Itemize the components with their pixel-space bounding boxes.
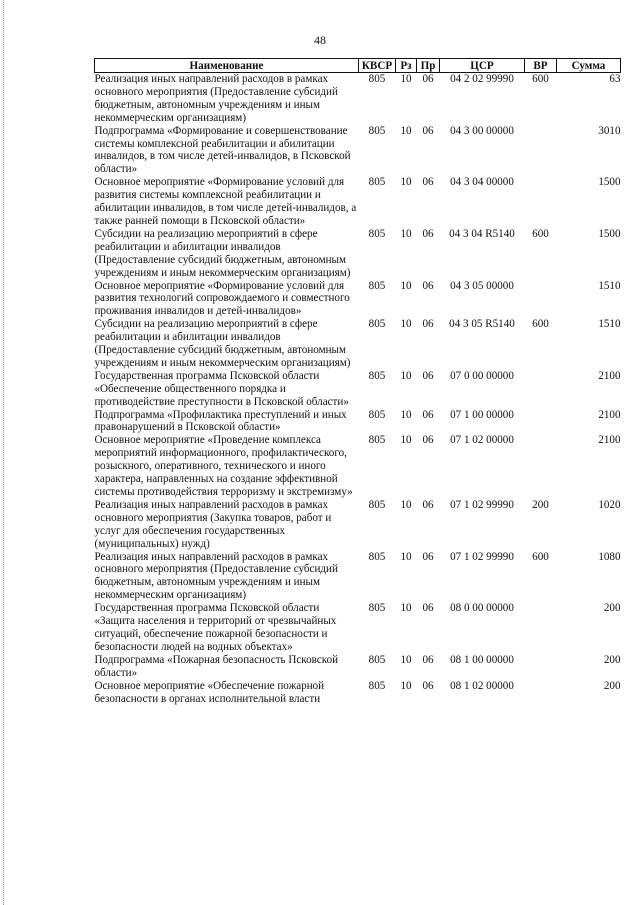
cell-pr: 06 — [422, 550, 434, 563]
cell-sum: 63 — [609, 73, 621, 85]
cell-csr: 08 1 00 00000 — [450, 653, 514, 666]
cell-name: Основное мероприятие «Формирование условий для развития системы комплексной реабилитации и абилитации инвалидов, в том числе детей-инвалидов, а также ранней помощи в Псковской области» — [94, 176, 357, 227]
header-rz: Рз — [396, 59, 417, 73]
cell-vr: 600 — [532, 227, 549, 240]
page-number: 48 — [314, 33, 326, 47]
table-row — [95, 499, 621, 551]
cell-kvsr: 805 — [368, 176, 386, 189]
cell-vr: 600 — [532, 318, 549, 331]
cell-vr: 200 — [532, 498, 549, 511]
table-row — [95, 409, 621, 435]
cell-name: Реализация иных направлений расходов в рамках основного мероприятия (Закупка товаров, работ и услуг для обеспечения государственных (муниципальных) нужд) — [94, 498, 332, 550]
cell-csr: 07 1 02 99990 — [450, 550, 514, 563]
table-row — [95, 176, 621, 228]
table-row — [95, 280, 621, 319]
cell-kvsr: 805 — [368, 602, 386, 615]
cell-vr — [525, 370, 557, 409]
table-row — [95, 602, 621, 654]
cell-kvsr: 805 — [368, 73, 386, 85]
cell-name: Государственная программа Псковской области «Защита населения и территорий от чрезвычайных ситуаций, обеспечение пожарной безопасности и безопасности людей на водных объектах» — [94, 602, 337, 653]
cell-pr: 06 — [422, 434, 434, 447]
table-row — [95, 125, 621, 177]
cell-name: Основное мероприятие «Формирование условий для развития технологий сопровождаемого и совместного проживания инвалидов и детей-инвалидов» — [94, 279, 350, 318]
cell-kvsr: 805 — [368, 434, 386, 447]
cell-csr: 08 0 00 00000 — [450, 602, 514, 615]
cell-csr: 07 1 00 00000 — [450, 408, 514, 421]
cell-pr: 06 — [422, 124, 434, 137]
cell-vr — [525, 176, 557, 228]
header-name: Наименование — [95, 59, 359, 73]
cell-sum: 1020 — [598, 498, 621, 511]
table-row — [95, 654, 621, 680]
cell-pr: 06 — [422, 73, 434, 85]
cell-csr: 07 1 02 99990 — [450, 498, 514, 511]
cell-vr: 600 — [532, 550, 549, 563]
table-row — [95, 551, 621, 603]
cell-sum: 200 — [603, 653, 621, 666]
table-row — [95, 73, 621, 125]
cell-kvsr: 805 — [368, 408, 386, 421]
header-kvsr: КВСР — [359, 59, 396, 73]
cell-kvsr: 805 — [368, 227, 386, 240]
cell-pr: 06 — [422, 318, 434, 331]
cell-sum: 2100 — [598, 369, 621, 382]
cell-name: Основное мероприятие «Проведение комплекса мероприятий информационного, профилактического, розыскного, оперативного, технического и иного характера, направленных на создание эффективной системы противодействия терроризму и экстремизму» — [94, 434, 353, 498]
table-row — [95, 434, 621, 499]
cell-sum: 2100 — [598, 408, 621, 421]
cell-csr: 04 3 04 R5140 — [449, 227, 515, 240]
cell-csr: 07 1 02 00000 — [450, 434, 514, 447]
cell-vr — [525, 125, 557, 177]
cell-name: Государственная программа Псковской области «Обеспечение общественного порядка и противодействие преступности в Псковской области» — [94, 369, 349, 408]
table-row — [95, 318, 621, 370]
cell-rz: 10 — [400, 498, 412, 511]
cell-sum: 1510 — [598, 318, 621, 331]
cell-name: Реализация иных направлений расходов в рамках основного мероприятия (Предоставление субсидий бюджетным, автономным учреждениям и иным некоммерческим организациям) — [94, 550, 338, 602]
cell-kvsr: 805 — [368, 498, 386, 511]
header-vr: ВР — [525, 59, 557, 73]
cell-pr: 06 — [422, 679, 434, 692]
cell-name: Реализация иных направлений расходов в рамках основного мероприятия (Предоставление субсидий бюджетным, автономным учреждениям и иным некоммерческим организациям) — [94, 73, 338, 124]
cell-vr — [525, 680, 557, 706]
cell-csr: 08 1 02 00000 — [450, 679, 514, 692]
cell-rz: 10 — [400, 73, 412, 85]
header-row — [95, 59, 621, 73]
cell-rz: 10 — [400, 434, 412, 447]
header-sum: Сумма — [557, 59, 621, 73]
cell-sum: 1510 — [598, 279, 621, 292]
cell-csr: 04 2 02 99990 — [450, 73, 514, 85]
cell-csr: 07 0 00 00000 — [450, 369, 514, 382]
cell-kvsr: 805 — [368, 318, 386, 331]
cell-vr: 600 — [532, 73, 549, 85]
cell-sum: 3010 — [598, 124, 621, 137]
cell-sum: 1500 — [598, 176, 621, 189]
cell-kvsr: 805 — [368, 279, 386, 292]
cell-sum: 2100 — [598, 434, 621, 447]
cell-kvsr: 805 — [368, 653, 386, 666]
cell-rz: 10 — [400, 679, 412, 692]
cell-name: Субсидии на реализацию мероприятий в сфере реабилитации и абилитации инвалидов (Предоставление субсидий бюджетным, автономным учреждениям и иным некоммерческим организациям) — [94, 227, 351, 279]
cell-kvsr: 805 — [368, 124, 386, 137]
cell-name: Подпрограмма «Профилактика преступлений и иных правонарушений в Псковской области» — [94, 408, 347, 434]
header-pr: Пр — [417, 59, 440, 73]
cell-vr — [525, 280, 557, 319]
cell-sum: 1080 — [598, 550, 621, 563]
cell-pr: 06 — [422, 602, 434, 615]
scan-edge-line — [3, 0, 4, 905]
table-row — [95, 680, 621, 706]
cell-vr — [525, 409, 557, 435]
cell-name: Подпрограмма «Формирование и совершенствование системы комплексной реабилитации и абилитации инвалидов, в том числе детей-инвалидов, в Псковской области» — [94, 124, 351, 176]
cell-vr — [525, 434, 557, 499]
cell-sum: 200 — [603, 679, 621, 692]
cell-csr: 04 3 04 00000 — [450, 176, 514, 189]
cell-name: Субсидии на реализацию мероприятий в сфере реабилитации и абилитации инвалидов (Предоставление субсидий бюджетным, автономным учреждениям и иным некоммерческим организациям) — [94, 318, 351, 369]
cell-rz: 10 — [400, 124, 412, 137]
table-header — [95, 59, 621, 73]
cell-rz: 10 — [400, 227, 412, 240]
cell-rz: 10 — [400, 318, 412, 331]
cell-pr: 06 — [422, 653, 434, 666]
cell-name: Подпрограмма «Пожарная безопасность Псковской области» — [94, 653, 339, 679]
cell-pr: 06 — [422, 279, 434, 292]
cell-rz: 10 — [400, 550, 412, 563]
cell-kvsr: 805 — [368, 369, 386, 382]
cell-pr: 06 — [422, 498, 434, 511]
budget-table — [94, 58, 621, 705]
table-body — [95, 73, 621, 706]
cell-rz: 10 — [400, 408, 412, 421]
cell-kvsr: 805 — [368, 550, 386, 563]
cell-pr: 06 — [422, 227, 434, 240]
cell-rz: 10 — [400, 653, 412, 666]
cell-csr: 04 3 05 R5140 — [449, 318, 515, 331]
cell-sum: 1500 — [598, 227, 621, 240]
cell-pr: 06 — [422, 176, 434, 189]
cell-csr: 04 3 05 00000 — [450, 279, 514, 292]
header-csr: ЦСР — [440, 59, 525, 73]
cell-kvsr: 805 — [368, 679, 386, 692]
cell-pr: 06 — [422, 408, 434, 421]
cell-rz: 10 — [400, 602, 412, 615]
table-row — [95, 228, 621, 280]
cell-vr — [525, 602, 557, 654]
cell-rz: 10 — [400, 176, 412, 189]
cell-csr: 04 3 00 00000 — [450, 124, 514, 137]
cell-name: Основное мероприятие «Обеспечение пожарной безопасности в органах исполнительной власти — [94, 679, 325, 705]
cell-pr: 06 — [422, 369, 434, 382]
cell-rz: 10 — [400, 279, 412, 292]
cell-vr — [525, 654, 557, 680]
table-row — [95, 370, 621, 409]
cell-rz: 10 — [400, 369, 412, 382]
cell-sum: 200 — [603, 602, 621, 615]
